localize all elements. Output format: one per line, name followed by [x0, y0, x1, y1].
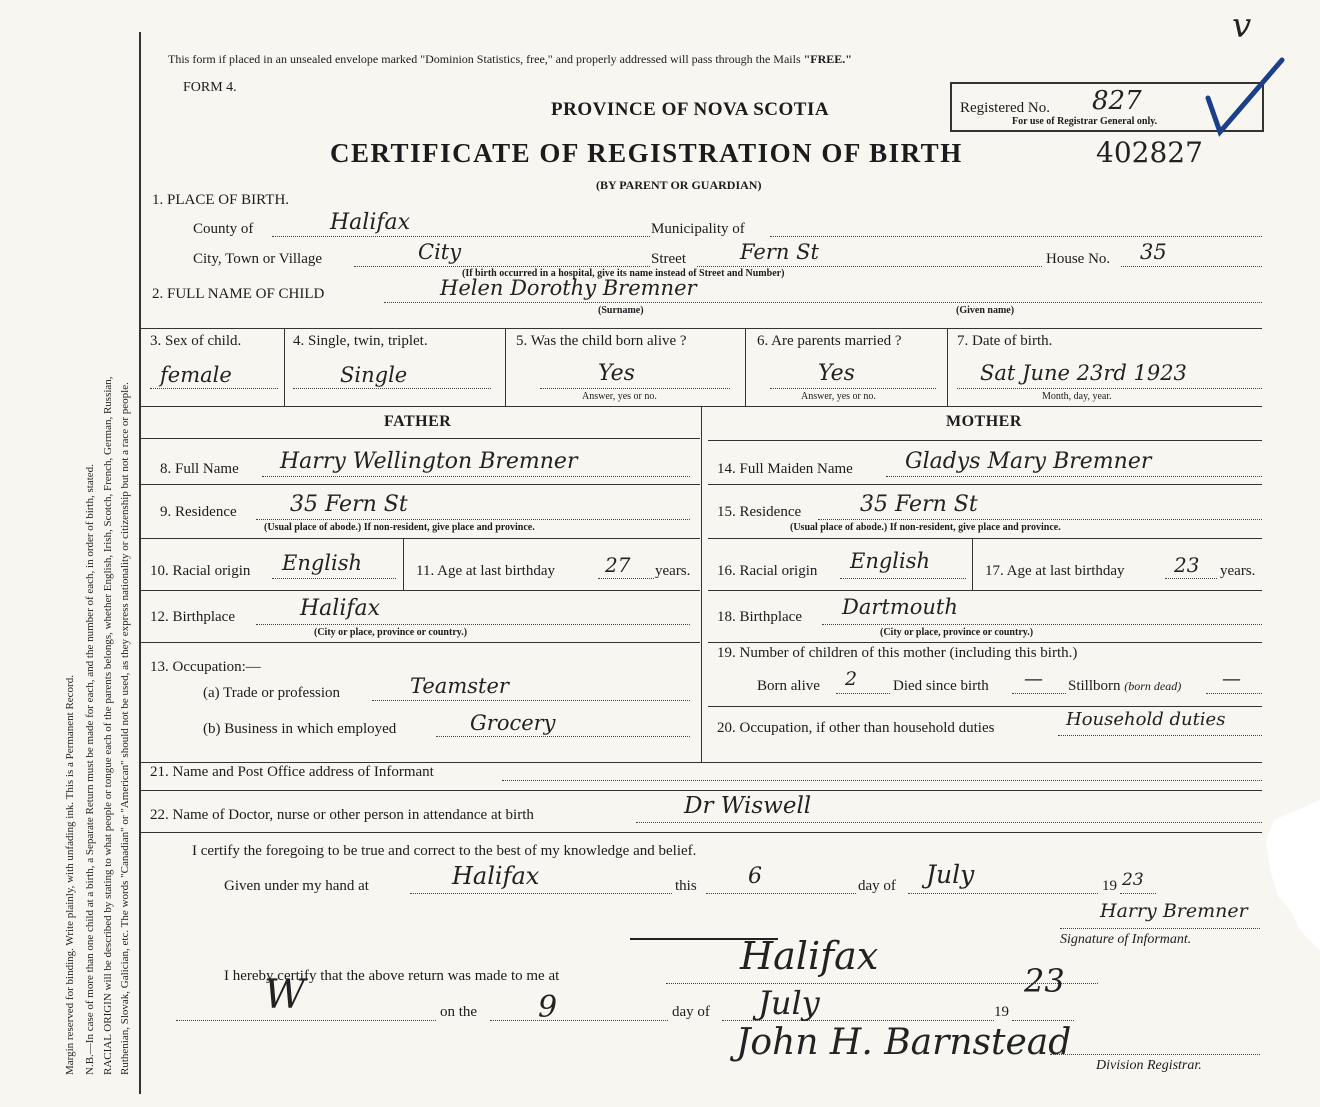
province-heading: PROVINCE OF NOVA SCOTIA [551, 99, 830, 120]
mail-notice: This form if placed in an unsealed envelope marked "Dominion Statistics, free," and properly addressed will pass through the Mails "FREE." [168, 52, 852, 66]
children-count-label: 19. Number of children of this mother (including this birth.) [717, 645, 1078, 661]
divider-1 [284, 328, 285, 406]
county-label: County of [193, 221, 254, 237]
margin-note-racial-2: Ruthenian, Slovak, Galician, etc. The words "Canadian" or "American" should not be used, as they express nationality or citizenship but not a race or people. [119, 382, 131, 1075]
registrar-on-label: on the [440, 1004, 478, 1020]
mother-name-value[interactable]: Gladys Mary Bremner [905, 449, 1152, 474]
mother-name-line [886, 476, 1262, 477]
mother-racial-label: 16. Racial origin [717, 563, 818, 579]
alive-label: 5. Was the child born alive ? [516, 333, 687, 349]
given-day-of-label: day of [858, 878, 896, 894]
father-row-5-line [140, 642, 700, 643]
father-residence-value[interactable]: 35 Fern St [290, 492, 408, 517]
father-name-label: 8. Full Name [160, 461, 239, 477]
informant-label: 21. Name and Post Office address of Informant [150, 764, 434, 780]
registrar-month-value[interactable]: July [758, 984, 820, 1022]
informant-signature[interactable]: Harry Bremner [1100, 900, 1248, 922]
registrar-year-value[interactable]: 23 [1024, 962, 1065, 1000]
plurality-label: 4. Single, twin, triplet. [293, 333, 428, 349]
mother-years: years. [1220, 563, 1256, 579]
sex-label: 3. Sex of child. [150, 333, 242, 349]
given-day-value[interactable]: 6 [748, 864, 762, 889]
stillborn-label: Stillborn (born dead) [1068, 678, 1182, 694]
mother-name-label: 14. Full Maiden Name [717, 461, 853, 477]
registrar-mark: W [264, 972, 306, 1018]
mother-row-4-line [708, 590, 1262, 591]
row-top-border [140, 328, 1262, 329]
married-line [770, 388, 936, 389]
father-row-1-line [140, 438, 700, 439]
registrar-year-prefix: 19 [994, 1004, 1009, 1020]
city-line [354, 266, 650, 267]
municipality-line [770, 236, 1262, 237]
alive-note: Answer, yes or no. [582, 391, 657, 402]
given-year-value[interactable]: 23 [1122, 870, 1144, 890]
father-racial-value[interactable]: English [282, 551, 363, 575]
divider-2 [505, 328, 506, 406]
mother-age-value[interactable]: 23 [1174, 553, 1200, 577]
father-racial-divider [403, 538, 404, 590]
house-label: House No. [1046, 251, 1111, 267]
county-value[interactable]: Halifax [330, 210, 411, 235]
alive-value[interactable]: Yes [598, 361, 635, 386]
registered-label: Registered No. [960, 100, 1050, 116]
registrar-left-line [176, 1020, 436, 1021]
mother-birthplace-line [822, 624, 1262, 625]
died-value[interactable]: — [1024, 668, 1043, 690]
registrar-place-value[interactable]: Halifax [740, 934, 879, 978]
mother-row-2-line [708, 484, 1262, 485]
born-alive-value[interactable]: 2 [845, 668, 858, 690]
died-label: Died since birth [893, 678, 989, 694]
father-birthplace-line [256, 624, 690, 625]
business-value[interactable]: Grocery [470, 711, 556, 735]
father-name-value[interactable]: Harry Wellington Bremner [280, 449, 578, 474]
plurality-line [293, 388, 491, 389]
registrar-statement: I hereby certify that the above return was made to me at [224, 968, 560, 984]
mother-residence-value[interactable]: 35 Fern St [860, 492, 978, 517]
father-occupation-label: 13. Occupation:— [150, 659, 261, 675]
certify-statement: I certify the foregoing to be true and correct to the best of my knowledge and belief. [192, 843, 697, 859]
father-residence-line [256, 519, 690, 520]
married-note: Answer, yes or no. [801, 391, 876, 402]
informant-bottom-line [140, 790, 1262, 791]
given-month-line [908, 893, 1098, 894]
born-alive-line [836, 693, 890, 694]
father-heading: FATHER [384, 413, 452, 430]
checkmark-icon [1170, 40, 1290, 140]
father-birthplace-note: (City or place, province or country.) [314, 627, 468, 638]
registrar-signature-line [1050, 1054, 1260, 1055]
registrar-use-note: For use of Registrar General only. [1012, 116, 1158, 127]
place-heading: 1. PLACE OF BIRTH. [152, 192, 290, 208]
child-name-value[interactable]: Helen Dorothy Bremner [440, 276, 697, 300]
doctor-bottom-line [140, 832, 1262, 833]
parents-center-divider [701, 406, 702, 762]
dob-note: Month, day, year. [1042, 391, 1112, 402]
father-birthplace-value[interactable]: Halifax [300, 596, 381, 621]
father-age-line [598, 578, 654, 579]
father-abode-note: (Usual place of abode.) If non-resident, give place and province. [264, 522, 535, 533]
registrar-day-line [490, 1020, 668, 1021]
hospital-note: (If birth occurred in a hospital, give its name instead of Street and Number) [462, 268, 785, 279]
parents-bottom-line [140, 762, 1262, 763]
certificate-subtitle: (BY PARENT OR GUARDIAN) [596, 178, 762, 192]
dob-value[interactable]: Sat June 23rd 1923 [980, 361, 1187, 385]
margin-note-nb: N.B.—In case of more than one child at a birth, a Separate Return must be made for each, and the number of each, in order of birth, stated. [84, 464, 96, 1075]
father-racial-label: 10. Racial origin [150, 563, 251, 579]
mother-heading: MOTHER [946, 413, 1022, 430]
doctor-line [636, 822, 1262, 823]
given-place-value[interactable]: Halifax [452, 862, 540, 890]
stillborn-value[interactable]: — [1222, 668, 1241, 690]
child-name-line [384, 302, 1262, 303]
mother-age-label: 17. Age at last birthday [985, 563, 1125, 579]
mother-birthplace-note: (City or place, province or country.) [880, 627, 1034, 638]
died-line [1012, 693, 1066, 694]
father-age-label: 11. Age at last birthday [416, 563, 555, 579]
father-age-value[interactable]: 27 [605, 553, 631, 577]
business-label: (b) Business in which employed [203, 721, 397, 737]
mother-occupation-value[interactable]: Household duties [1066, 709, 1226, 730]
registered-number: 827 [1092, 86, 1142, 116]
alive-line [540, 388, 730, 389]
child-name-label: 2. FULL NAME OF CHILD [152, 286, 325, 302]
mother-racial-line [840, 578, 966, 579]
mother-birthplace-label: 18. Birthplace [717, 609, 802, 625]
given-year-prefix: 19 [1102, 878, 1117, 894]
registrar-day-value[interactable]: 9 [538, 990, 558, 1025]
sex-line [150, 388, 278, 389]
house-line [1121, 266, 1262, 267]
signature-label: Signature of Informant. [1060, 932, 1192, 947]
county-line [272, 236, 650, 237]
margin-note-racial: RACIAL ORIGIN will be described by stating to what people or tongue each of the parents belongs, whether English, Irish, Scotch, French, German, Russian, [102, 376, 114, 1075]
trade-value[interactable]: Teamster [410, 674, 509, 698]
this-label: this [675, 878, 697, 894]
father-birthplace-label: 12. Birthplace [150, 609, 235, 625]
mother-racial-divider [972, 538, 973, 590]
form-number: FORM 4. [183, 80, 237, 95]
sex-value[interactable]: female [160, 363, 232, 387]
father-residence-label: 9. Residence [160, 504, 237, 520]
plurality-value[interactable]: Single [340, 363, 408, 387]
mother-racial-value[interactable]: English [850, 549, 931, 573]
street-label: Street [651, 251, 686, 267]
father-row-4-line [140, 590, 700, 591]
corner-mark: v [1232, 6, 1252, 46]
father-name-line [262, 476, 690, 477]
mother-age-line [1165, 578, 1217, 579]
given-year-line [1120, 893, 1156, 894]
doctor-value[interactable]: Dr Wiswell [684, 793, 812, 819]
mother-birthplace-value[interactable]: Dartmouth [842, 595, 958, 619]
divider-3 [745, 328, 746, 406]
given-label: Given under my hand at [224, 878, 369, 894]
divider-4 [947, 328, 948, 406]
given-place-line [410, 893, 672, 894]
certificate-number: 402827 [1096, 136, 1203, 169]
municipality-label: Municipality of [651, 221, 745, 237]
city-label: City, Town or Village [193, 251, 323, 267]
street-line [697, 266, 1042, 267]
mother-row-5-line [708, 642, 1262, 643]
mother-row-6-line [708, 706, 1262, 707]
mother-occupation-label: 20. Occupation, if other than household duties [717, 720, 995, 736]
city-value[interactable]: City [418, 240, 462, 264]
father-years: years. [655, 563, 691, 579]
division-registrar-label: Division Registrar. [1096, 1058, 1202, 1073]
father-row-2-line [140, 484, 700, 485]
doctor-label: 22. Name of Doctor, nurse or other person in attendance at birth [150, 807, 534, 823]
surname-note: (Surname) [598, 305, 644, 316]
house-value[interactable]: 35 [1140, 240, 1167, 264]
stillborn-line [1206, 693, 1262, 694]
father-racial-line [272, 578, 396, 579]
given-month-value[interactable]: July [926, 860, 975, 889]
given-name-note: (Given name) [956, 305, 1015, 316]
informant-line [502, 780, 1262, 781]
registrar-signature[interactable]: John H. Barnstead [736, 1022, 1072, 1063]
given-day-line [706, 893, 856, 894]
registrar-day-of-label: day of [672, 1004, 710, 1020]
dob-line [957, 388, 1262, 389]
registrar-year-line [1012, 1020, 1074, 1021]
signature-line [1060, 928, 1260, 929]
torn-edge [1250, 800, 1320, 950]
trade-line [372, 700, 690, 701]
dob-label: 7. Date of birth. [957, 333, 1053, 349]
mother-occupation-line [1058, 735, 1262, 736]
married-label: 6. Are parents married ? [757, 333, 902, 349]
married-value[interactable]: Yes [818, 361, 855, 386]
margin-note-binding: Margin reserved for binding. Write plainly, with unfading ink. This is a Permanent Record. [64, 675, 76, 1075]
mother-row-3-line [708, 538, 1262, 539]
certificate-title: CERTIFICATE OF REGISTRATION OF BIRTH [330, 138, 963, 168]
father-row-3-line [140, 538, 700, 539]
born-alive-label: Born alive [757, 678, 820, 694]
margin-border [139, 32, 141, 1094]
trade-label: (a) Trade or profession [203, 685, 341, 701]
mother-residence-label: 15. Residence [717, 504, 802, 520]
street-value[interactable]: Fern St [740, 240, 819, 264]
business-line [436, 736, 690, 737]
mother-row-1-line [708, 440, 1262, 441]
mother-abode-note: (Usual place of abode.) If non-resident, give place and province. [790, 522, 1061, 533]
mother-residence-line [818, 519, 1262, 520]
